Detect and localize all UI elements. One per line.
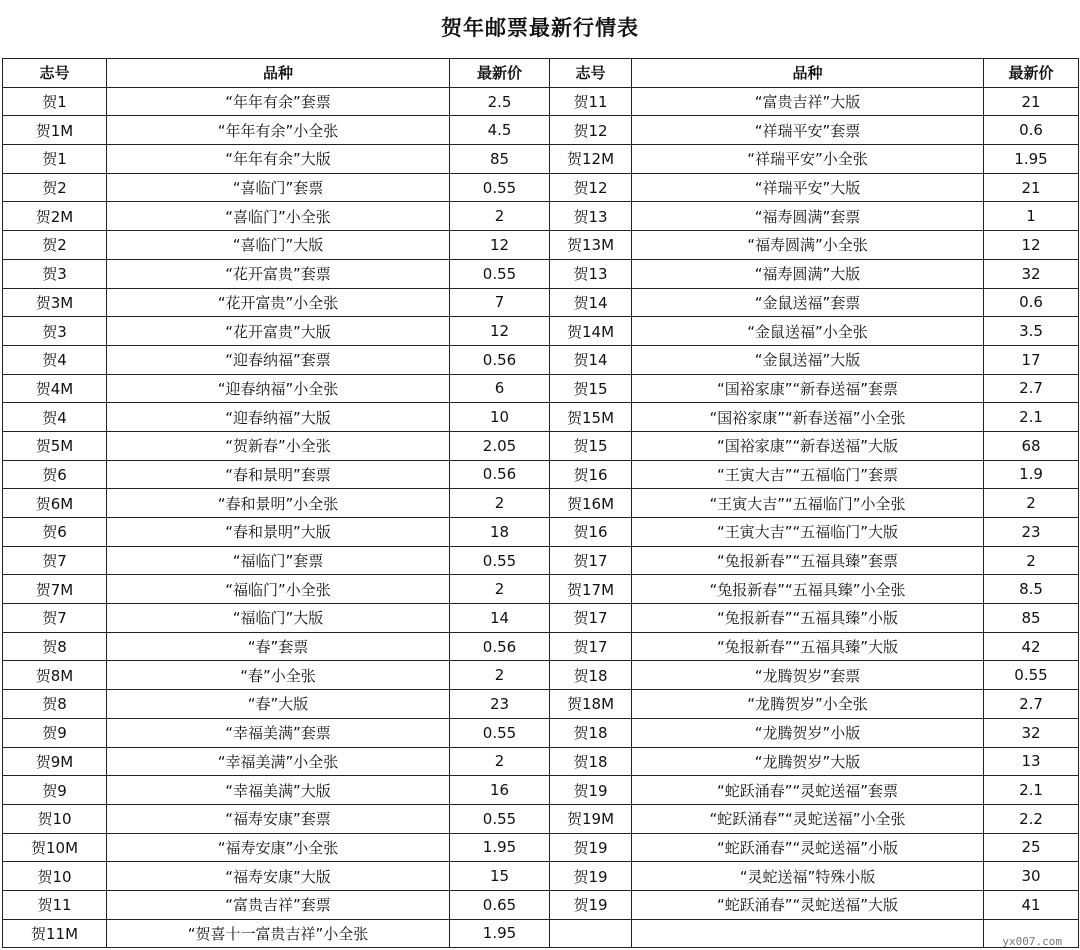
left-code-cell: 贺8 [3,632,107,661]
right-code-cell: 贺18 [550,661,632,690]
table-row [3,460,1079,489]
right-price-cell: 2.1 [984,403,1079,432]
right-code-cell: 贺13 [550,202,632,231]
right-code-cell: 贺15 [550,374,632,403]
right-variety-cell: “富贵吉祥”大版 [632,87,984,116]
right-code-cell: 贺18M [550,690,632,719]
left-variety-cell: “福临门”套票 [107,546,450,575]
right-code-cell: 贺18 [550,747,632,776]
right-code-cell: 贺19 [550,862,632,891]
right-code-cell [550,919,632,948]
right-code-cell: 贺14 [550,288,632,317]
right-code-cell: 贺16 [550,460,632,489]
right-code-cell: 贺14M [550,317,632,346]
left-variety-cell: “福寿安康”套票 [107,804,450,833]
table-row [3,431,1079,460]
right-variety-cell: “龙腾贺岁”小全张 [632,690,984,719]
left-code-cell: 贺1M [3,116,107,145]
left-price-cell: 12 [450,317,550,346]
right-price-cell: 23 [984,518,1079,547]
left-code-cell: 贺1 [3,145,107,174]
right-code-cell: 贺14 [550,345,632,374]
right-price-cell: 2.7 [984,374,1079,403]
left-price-cell: 0.55 [450,546,550,575]
right-price-cell: 68 [984,431,1079,460]
right-variety-cell: “王寅大吉”“五福临门”套票 [632,460,984,489]
right-variety-cell: “国裕家康”“新春送福”小全张 [632,403,984,432]
right-code-cell: 贺17 [550,604,632,633]
left-price-cell: 2 [450,489,550,518]
right-code-cell: 贺16M [550,489,632,518]
table-row [3,288,1079,317]
left-variety-cell: “花开富贵”套票 [107,259,450,288]
left-variety-cell: “福寿安康”小全张 [107,833,450,862]
left-code-cell: 贺11M [3,919,107,948]
left-variety-cell: “贺新春”小全张 [107,431,450,460]
left-variety-cell: “花开富贵”大版 [107,317,450,346]
right-code-cell: 贺12 [550,173,632,202]
right-code-cell: 贺17 [550,546,632,575]
left-variety-cell: “春和景明”套票 [107,460,450,489]
right-code-cell: 贺16 [550,518,632,547]
left-price-cell: 16 [450,776,550,805]
price-table [2,58,1079,948]
right-code-cell: 贺18 [550,718,632,747]
header-code-right: 志号 [550,59,632,88]
right-price-cell: 0.6 [984,288,1079,317]
table-row [3,862,1079,891]
left-code-cell: 贺2 [3,231,107,260]
left-price-cell: 0.65 [450,890,550,919]
table-row [3,202,1079,231]
left-code-cell: 贺6 [3,460,107,489]
left-variety-cell: “年年有余”套票 [107,87,450,116]
right-variety-cell: “祥瑞平安”套票 [632,116,984,145]
table-row [3,518,1079,547]
right-price-cell: 8.5 [984,575,1079,604]
right-code-cell: 贺15M [550,403,632,432]
right-variety-cell: “王寅大吉”“五福临门”小全张 [632,489,984,518]
right-price-cell: 32 [984,259,1079,288]
table-row [3,489,1079,518]
left-price-cell: 2.5 [450,87,550,116]
right-variety-cell [632,919,984,948]
left-code-cell: 贺2M [3,202,107,231]
right-variety-cell: “灵蛇送福”特殊小版 [632,862,984,891]
left-code-cell: 贺11 [3,890,107,919]
left-code-cell: 贺9 [3,776,107,805]
right-price-cell: 2 [984,489,1079,518]
right-price-cell: 1 [984,202,1079,231]
table-row [3,231,1079,260]
table-row [3,718,1079,747]
right-price-cell: 0.55 [984,661,1079,690]
table-row [3,604,1079,633]
left-variety-cell: “幸福美满”大版 [107,776,450,805]
left-price-cell: 0.56 [450,460,550,489]
left-price-cell: 1.95 [450,919,550,948]
left-price-cell: 0.56 [450,345,550,374]
page-title: 贺年邮票最新行情表 [441,16,639,40]
left-code-cell: 贺10M [3,833,107,862]
left-price-cell: 12 [450,231,550,260]
table-row [3,776,1079,805]
right-code-cell: 贺11 [550,87,632,116]
left-variety-cell: “喜临门”套票 [107,173,450,202]
left-price-cell: 15 [450,862,550,891]
right-code-cell: 贺12 [550,116,632,145]
left-code-cell: 贺10 [3,862,107,891]
right-price-cell: 0.6 [984,116,1079,145]
right-variety-cell: “福寿圆满”小全张 [632,231,984,260]
header-price-left: 最新价 [450,59,550,88]
right-variety-cell: “国裕家康”“新春送福”套票 [632,374,984,403]
right-price-cell: 41 [984,890,1079,919]
right-price-cell: 21 [984,87,1079,116]
right-variety-cell: “王寅大吉”“五福临门”大版 [632,518,984,547]
left-price-cell: 0.55 [450,173,550,202]
table-row [3,804,1079,833]
right-code-cell: 贺17 [550,632,632,661]
left-price-cell: 0.55 [450,718,550,747]
left-code-cell: 贺3M [3,288,107,317]
right-price-cell: 2.2 [984,804,1079,833]
table-row [3,919,1079,948]
left-price-cell: 2 [450,575,550,604]
table-row [3,116,1079,145]
table-row [3,87,1079,116]
left-code-cell: 贺4M [3,374,107,403]
right-code-cell: 贺13 [550,259,632,288]
left-variety-cell: “喜临门”小全张 [107,202,450,231]
left-price-cell: 18 [450,518,550,547]
left-code-cell: 贺10 [3,804,107,833]
right-variety-cell: “兔报新春”“五福具臻”大版 [632,632,984,661]
left-variety-cell: “春”套票 [107,632,450,661]
left-price-cell: 7 [450,288,550,317]
right-variety-cell: “金鼠送福”小全张 [632,317,984,346]
left-price-cell: 0.55 [450,804,550,833]
left-code-cell: 贺9M [3,747,107,776]
left-price-cell: 2.05 [450,431,550,460]
table-row [3,546,1079,575]
header-variety-right: 品种 [632,59,984,88]
left-price-cell: 4.5 [450,116,550,145]
table-row [3,747,1079,776]
table-row [3,345,1079,374]
watermark: yx007.com [1002,935,1062,948]
right-price-cell: 32 [984,718,1079,747]
left-price-cell: 23 [450,690,550,719]
left-code-cell: 贺5M [3,431,107,460]
right-code-cell: 贺12M [550,145,632,174]
left-variety-cell: “贺喜十一富贵吉祥”小全张 [107,919,450,948]
left-variety-cell: “春”小全张 [107,661,450,690]
table-row [3,317,1079,346]
right-price-cell: 85 [984,604,1079,633]
left-price-cell: 2 [450,747,550,776]
right-code-cell: 贺19 [550,833,632,862]
left-price-cell: 2 [450,202,550,231]
left-variety-cell: “福临门”大版 [107,604,450,633]
table-row [3,259,1079,288]
left-variety-cell: “年年有余”小全张 [107,116,450,145]
left-variety-cell: “福临门”小全张 [107,575,450,604]
left-variety-cell: “喜临门”大版 [107,231,450,260]
left-variety-cell: “花开富贵”小全张 [107,288,450,317]
header-code-left: 志号 [3,59,107,88]
table-row [3,890,1079,919]
left-price-cell: 14 [450,604,550,633]
right-variety-cell: “金鼠送福”大版 [632,345,984,374]
right-variety-cell: “祥瑞平安”小全张 [632,145,984,174]
right-variety-cell: “兔报新春”“五福具臻”套票 [632,546,984,575]
right-price-cell: 1.95 [984,145,1079,174]
right-variety-cell: “福寿圆满”套票 [632,202,984,231]
right-code-cell: 贺17M [550,575,632,604]
right-code-cell: 贺19 [550,890,632,919]
left-code-cell: 贺9 [3,718,107,747]
left-variety-cell: “迎春纳福”套票 [107,345,450,374]
right-variety-cell: “祥瑞平安”大版 [632,173,984,202]
right-price-cell: 1.9 [984,460,1079,489]
left-variety-cell: “幸福美满”套票 [107,718,450,747]
left-variety-cell: “迎春纳福”大版 [107,403,450,432]
left-variety-cell: “春”大版 [107,690,450,719]
right-variety-cell: “金鼠送福”套票 [632,288,984,317]
right-variety-cell: “蛇跃涌春”“灵蛇送福”小版 [632,833,984,862]
right-variety-cell: “福寿圆满”大版 [632,259,984,288]
left-code-cell: 贺7 [3,604,107,633]
left-variety-cell: “春和景明”小全张 [107,489,450,518]
right-variety-cell: “龙腾贺岁”大版 [632,747,984,776]
right-variety-cell: “蛇跃涌春”“灵蛇送福”套票 [632,776,984,805]
right-code-cell: 贺19 [550,776,632,805]
left-code-cell: 贺7 [3,546,107,575]
right-variety-cell: “蛇跃涌春”“灵蛇送福”小全张 [632,804,984,833]
table-row [3,145,1079,174]
right-variety-cell: “兔报新春”“五福具臻”小全张 [632,575,984,604]
right-price-cell: 42 [984,632,1079,661]
right-code-cell: 贺13M [550,231,632,260]
right-code-cell: 贺19M [550,804,632,833]
left-code-cell: 贺6M [3,489,107,518]
left-code-cell: 贺4 [3,345,107,374]
right-price-cell: 30 [984,862,1079,891]
right-variety-cell: “龙腾贺岁”小版 [632,718,984,747]
right-variety-cell: “龙腾贺岁”套票 [632,661,984,690]
header-row [3,59,1079,88]
left-code-cell: 贺6 [3,518,107,547]
right-price-cell: 2 [984,546,1079,575]
right-variety-cell: “国裕家康”“新春送福”大版 [632,431,984,460]
table-row [3,173,1079,202]
left-variety-cell: “幸福美满”小全张 [107,747,450,776]
header-variety-left: 品种 [107,59,450,88]
right-price-cell: 3.5 [984,317,1079,346]
left-price-cell: 10 [450,403,550,432]
header-price-right: 最新价 [984,59,1079,88]
right-price-cell: 13 [984,747,1079,776]
left-price-cell: 2 [450,661,550,690]
right-code-cell: 贺15 [550,431,632,460]
table-row [3,403,1079,432]
right-price-cell: 21 [984,173,1079,202]
left-variety-cell: “富贵吉祥”套票 [107,890,450,919]
table-row [3,833,1079,862]
left-code-cell: 贺3 [3,317,107,346]
left-code-cell: 贺2 [3,173,107,202]
left-price-cell: 1.95 [450,833,550,862]
table-row [3,575,1079,604]
left-variety-cell: “迎春纳福”小全张 [107,374,450,403]
left-price-cell: 6 [450,374,550,403]
left-price-cell: 0.56 [450,632,550,661]
left-variety-cell: “春和景明”大版 [107,518,450,547]
left-price-cell: 85 [450,145,550,174]
table-row [3,690,1079,719]
left-code-cell: 贺8M [3,661,107,690]
left-code-cell: 贺3 [3,259,107,288]
left-code-cell: 贺4 [3,403,107,432]
table-row [3,632,1079,661]
left-price-cell: 0.55 [450,259,550,288]
right-variety-cell: “蛇跃涌春”“灵蛇送福”大版 [632,890,984,919]
right-price-cell: 17 [984,345,1079,374]
left-code-cell: 贺7M [3,575,107,604]
right-price-cell: 25 [984,833,1079,862]
table-row [3,374,1079,403]
left-variety-cell: “福寿安康”大版 [107,862,450,891]
table-row [3,661,1079,690]
left-code-cell: 贺8 [3,690,107,719]
right-variety-cell: “兔报新春”“五福具臻”小版 [632,604,984,633]
right-price-cell: 12 [984,231,1079,260]
right-price-cell: 2.7 [984,690,1079,719]
left-variety-cell: “年年有余”大版 [107,145,450,174]
left-code-cell: 贺1 [3,87,107,116]
right-price-cell: 2.1 [984,776,1079,805]
